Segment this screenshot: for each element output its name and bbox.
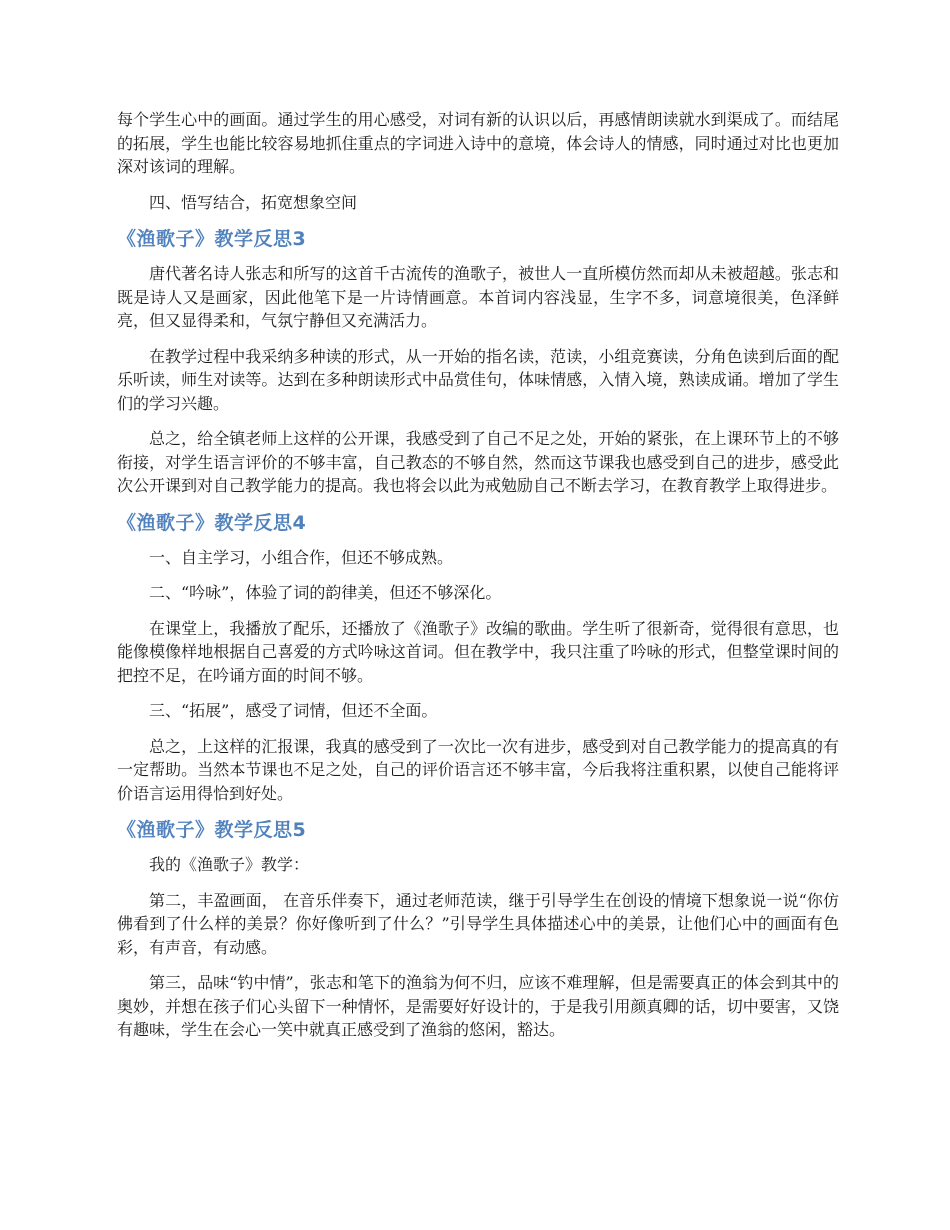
paragraph: 在课堂上，我播放了配乐，还播放了《渔歌子》改编的歌曲。学生听了很新奇，觉得很有意思，也能像模像样地根据自己喜爱的方式吟咏这首词。但在教学中，我只注重了吟咏的形式，但整堂课时间的把控不足，在吟诵方面的时间不够。 (117, 618, 839, 685)
section-point: 三、“拓展”，感受了词情，但还不全面。 (149, 701, 438, 720)
paragraph: 唐代著名诗人张志和所写的这首千古流传的渔歌子，被世人一直所模仿然而却从未被超越。张志和既是诗人又是画家，因此他笔下是一片诗情画意。本首词内容浅显，生字不多，词意境很美，色泽鲜亮，但又显得柔和，气氛宁静但又充满活力。 (117, 264, 839, 330)
paragraph: 第三，品味“钓中情”，张志和笔下的渔翁为何不归，应该不难理解，但是需要真正的体会到其中的奥妙，并想在孩子们心头留下一种情怀，是需要好好设计的，于是我引用颜真卿的话，切中要害，又饶有趣味，学生在会心一笑中就真正感受到了渔翁的悠闲，豁达。 (117, 973, 839, 1039)
document-page (117, 108, 839, 1054)
paragraph: 每个学生心中的画面。通过学生的用心感受，对词有新的认识以后，再感情朗读就水到渠成了。而结尾的拓展，学生也能比较容易地抓住重点的字词进入诗中的意境，体会诗人的情感，同时通过对比也更加深对该词的理解。 (117, 110, 839, 176)
paragraph: 第二，丰盈画面， 在音乐伴奏下，通过老师范读，继于引导学生在创设的情境下想象说一说“你仿佛看到了什么样的美景？你好像听到了什么？”引导学生具体描述心中的美景，让他们心中的画面有色彩，有声音，有动感。 (117, 890, 839, 957)
paragraph: 我的《渔歌子》教学： (149, 855, 310, 874)
paragraph: 总之，上这样的汇报课，我真的感受到了一次比一次有进步，感受到对自己教学能力的提高真的有一定帮助。当然本节课也不足之处，自己的评价语言还不够丰富，今后我将注重积累，以使自己能将评价语言运用得恰到好处。 (117, 736, 839, 803)
section-heading: 《渔歌子》教学反思3 (117, 228, 307, 250)
paragraph: 在教学过程中我采纳多种读的形式，从一开始的指名读，范读，小组竞赛读，分角色读到后面的配乐听读，师生对读等。达到在多种朗读形式中品赏佳句，体味情感，入情入境，熟读成诵。增加了学生们的学习兴趣。 (117, 346, 839, 413)
section-heading: 《渔歌子》教学反思5 (117, 819, 307, 841)
section-point: 一、自主学习，小组合作，但还不够成熟。 (149, 547, 454, 567)
section-point: 二、“吟咏”，体验了词的韵律美，但还不够深化。 (149, 583, 502, 602)
section-heading: 《渔歌子》教学反思4 (117, 511, 307, 534)
section-point: 四、悟写结合，拓宽想象空间 (149, 192, 358, 212)
paragraph: 总之，给全镇老师上这样的公开课，我感受到了自己不足之处，开始的紧张，在上课环节上的不够衔接，对学生语言评价的不够丰富，自己教态的不够自然，然而这节课我也感受到自己的进步，感受此次公开课到对自己教学能力的提高。我也将会以此为戒勉励自己不断去学习，在教育教学上取得进步。 (117, 429, 839, 495)
